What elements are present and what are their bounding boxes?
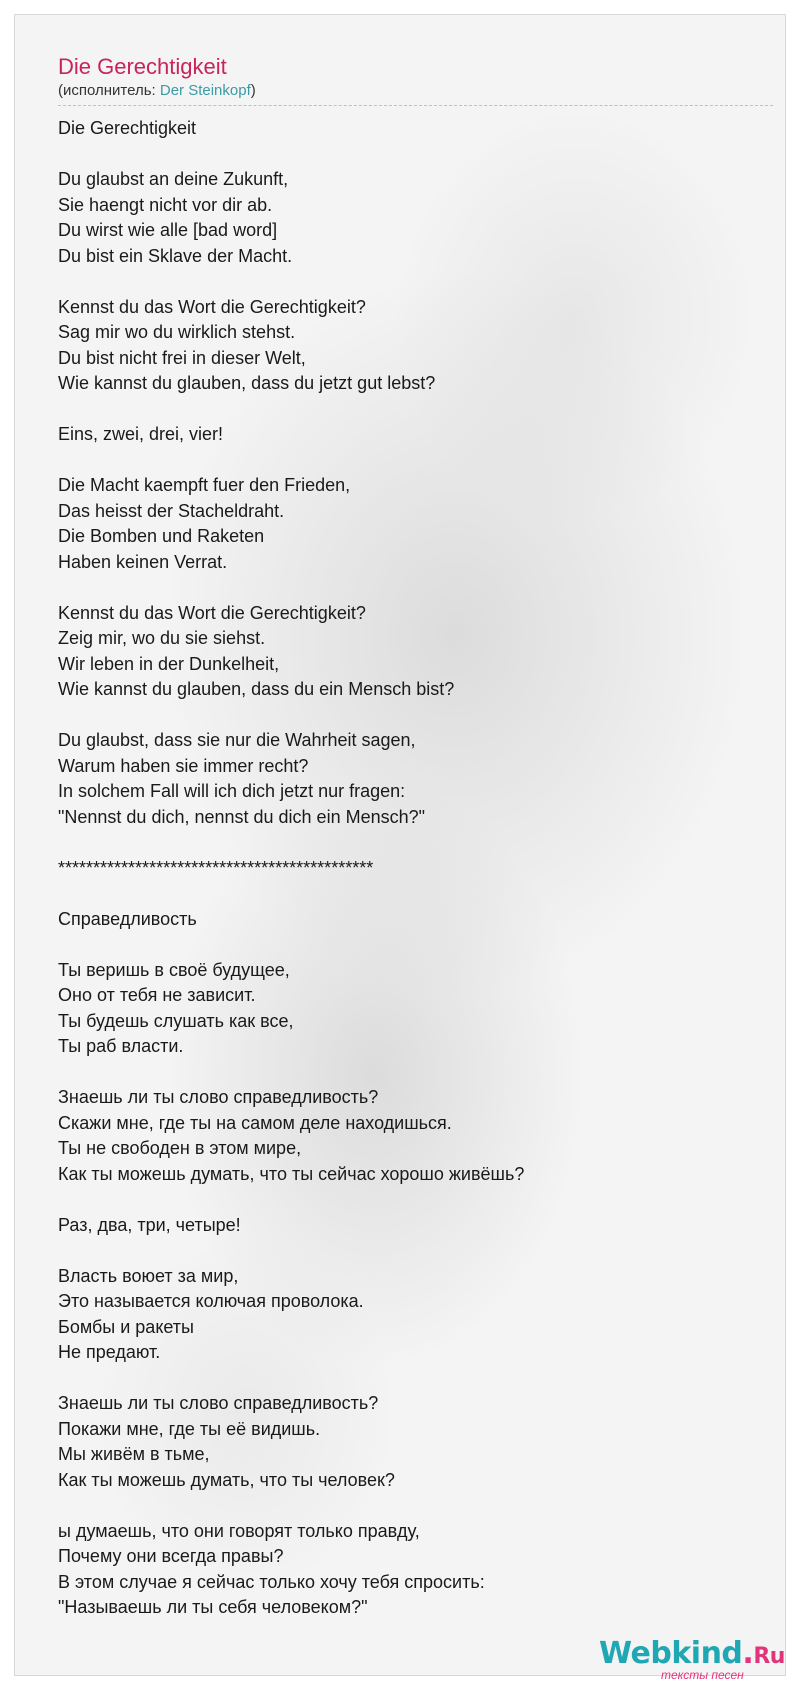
lyrics-line: Kennst du das Wort die Gerechtigkeit? <box>58 602 366 623</box>
song-title: Die Gerechtigkeit <box>58 54 227 79</box>
lyrics-line: Haben keinen Verrat. <box>58 551 228 572</box>
artist-line <box>58 81 773 106</box>
lyrics-line: Du wirst wie alle [bad word] <box>58 220 278 240</box>
lyrics-stanza <box>58 1213 773 1239</box>
lyrics-stanza <box>58 1391 773 1493</box>
lyrics-stanza <box>58 856 773 882</box>
lyrics-line: Знаешь ли ты слово справедливость? <box>58 1087 379 1107</box>
lyrics-line: Wie kannst du glauben, dass du ein Mensch bist? <box>58 679 455 699</box>
lyrics-line: Власть воюет за мир, <box>58 1265 239 1286</box>
lyrics-line: Warum haben sie immer recht? <box>58 755 309 776</box>
logo-tagline: тексты песен <box>661 1668 744 1682</box>
lyrics-line: Die Gerechtigkeit <box>58 118 197 138</box>
lyrics-line: Wie kannst du glauben, dass du jetzt gut lebst? <box>58 373 436 393</box>
lyrics-line: Это называется колючая проволока. <box>58 1291 364 1311</box>
lyrics-body <box>58 116 773 1621</box>
lyrics-line: "Nennst du dich, nennst du dich ein Mensch?" <box>58 806 426 827</box>
lyrics-line: Kennst du das Wort die Gerechtigkeit? <box>58 296 366 317</box>
lyrics-line: ********************************************* <box>58 857 374 878</box>
lyrics-line: Das heisst der Stacheldraht. <box>58 500 285 521</box>
lyrics-line: Wir leben in der Dunkelheit, <box>58 653 280 674</box>
lyrics-line: Du bist ein Sklave der Macht. <box>58 245 293 266</box>
lyrics-line: Ты раб власти. <box>58 1036 184 1056</box>
lyrics-stanza <box>58 295 773 397</box>
lyrics-stanza <box>58 1519 773 1621</box>
logo-wordmark: Webkind.Ru <box>599 1636 785 1671</box>
lyrics-line: Оно от тебя не зависит. <box>58 985 256 1005</box>
lyrics-line: Sie haengt nicht vor dir ab. <box>58 194 273 215</box>
lyrics-line: Sag mir wo du wirklich stehst. <box>58 322 296 342</box>
lyrics-line: Как ты можешь думать, что ты человек? <box>58 1469 395 1490</box>
lyrics-line: Zeig mir, wo du sie siehst. <box>58 628 266 648</box>
lyrics-line: Die Macht kaempft fuer den Frieden, <box>58 475 351 495</box>
lyrics-line: Du glaubst an deine Zukunft, <box>58 169 289 189</box>
site-logo[interactable] <box>599 1637 789 1685</box>
lyrics-line: Du bist nicht frei in dieser Welt, <box>58 347 306 368</box>
lyrics-line: Мы живём в тьме, <box>58 1444 210 1464</box>
lyrics-line: Die Bomben und Raketen <box>58 526 265 546</box>
lyrics-line: Раз, два, три, четыре! <box>58 1214 241 1235</box>
artist-prefix: (исполнитель: <box>58 82 160 99</box>
song-content <box>58 53 773 1646</box>
lyrics-line: Не предают. <box>58 1342 161 1362</box>
lyrics-stanza <box>58 1085 773 1187</box>
lyrics-stanza <box>58 167 773 269</box>
lyrics-line: Почему они всегда правы? <box>58 1546 284 1566</box>
lyrics-stanza <box>58 958 773 1060</box>
artist-suffix: ) <box>250 82 256 99</box>
lyrics-line: Бомбы и ракеты <box>58 1316 194 1337</box>
lyrics-stanza <box>58 907 773 933</box>
lyrics-line: ы думаешь, что они говорят только правду, <box>58 1520 420 1541</box>
lyrics-line: Ты веришь в своё будущее, <box>58 959 290 980</box>
lyrics-stanza <box>58 728 773 830</box>
lyrics-line: "Называешь ли ты себя человеком?" <box>58 1597 368 1617</box>
lyrics-line: Скажи мне, где ты на самом деле находишься. <box>58 1112 452 1133</box>
lyrics-stanza <box>58 1264 773 1366</box>
page-frame <box>14 14 786 1682</box>
lyrics-line: Справедливость <box>58 908 197 929</box>
lyrics-line: В этом случае я сейчас только хочу тебя спросить: <box>58 1571 485 1592</box>
lyrics-line: Du glaubst, dass sie nur die Wahrheit sagen, <box>58 730 416 750</box>
lyrics-stanza <box>58 422 773 448</box>
lyrics-line: Знаешь ли ты слово справедливость? <box>58 1393 379 1413</box>
lyrics-line: In solchem Fall will ich dich jetzt nur fragen: <box>58 781 406 801</box>
artist-link[interactable]: Der Steinkopf <box>159 82 251 99</box>
lyrics-line: Eins, zwei, drei, vier! <box>58 424 224 444</box>
lyrics-line: Как ты можешь думать, что ты сейчас хорошо живёшь? <box>58 1163 525 1184</box>
lyrics-stanza <box>58 601 773 703</box>
lyrics-line: Покажи мне, где ты её видишь. <box>58 1418 321 1439</box>
lyrics-line: Ты будешь слушать как все, <box>58 1010 294 1031</box>
lyrics-stanza <box>58 473 773 575</box>
lyrics-line: Ты не свободен в этом мире, <box>58 1138 302 1158</box>
lyrics-stanza <box>58 116 773 142</box>
